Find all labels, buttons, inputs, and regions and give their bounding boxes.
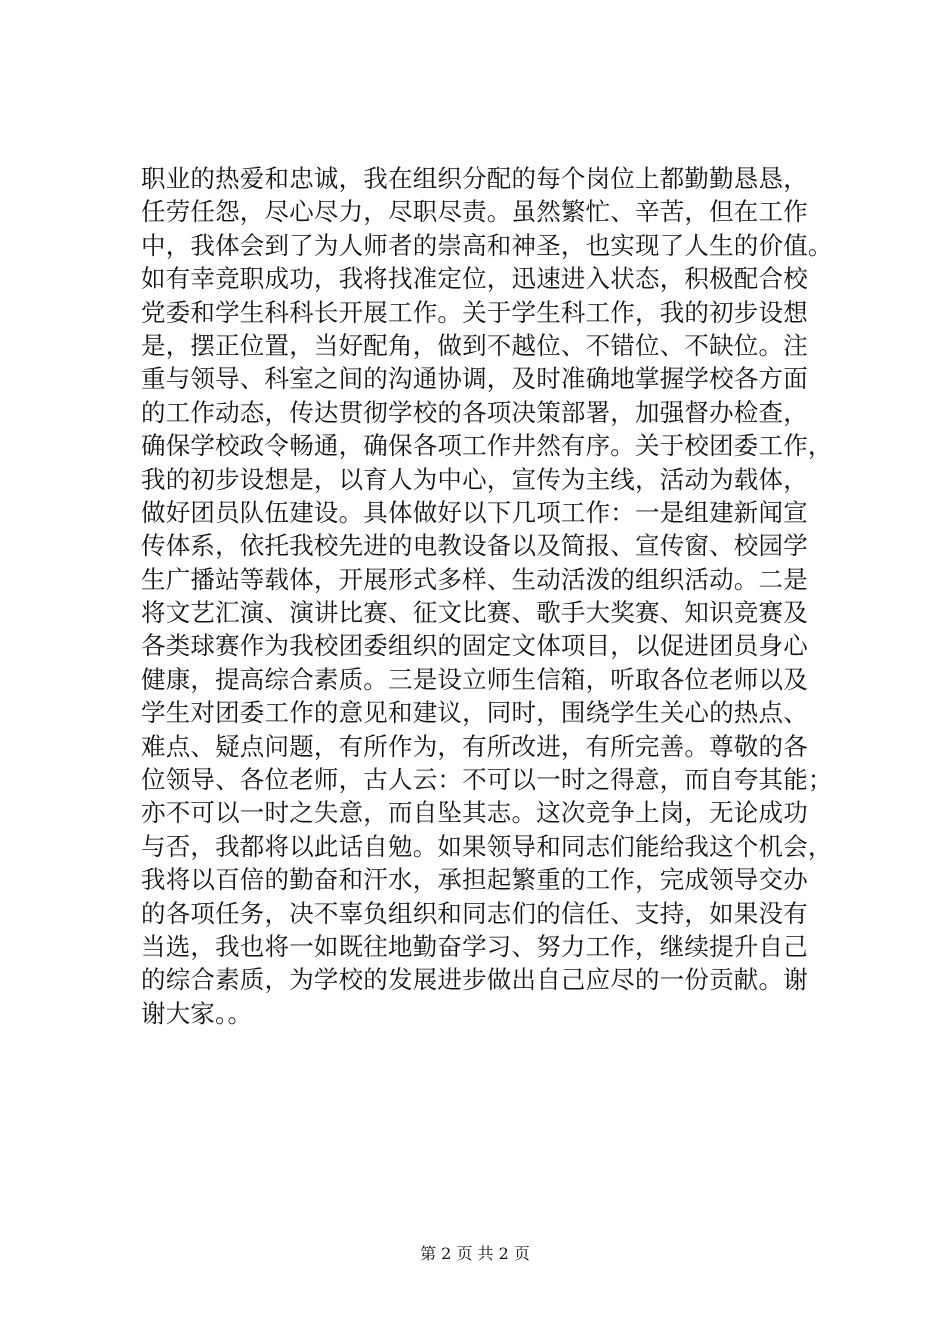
text-line: 是，摆正位置，当好配角，做到不越位、不错位、不缺位。注: [141, 330, 808, 360]
text-line: 党委和学生科科长开展工作。关于学生科工作，我的初步设想: [141, 297, 808, 327]
text-line: 传体系，依托我校先进的电教设备以及简报、宣传窗、校园学: [141, 531, 808, 561]
text-line: 重与领导、科室之间的沟通协调，及时准确地掌握学校各方面: [141, 364, 808, 394]
text-line: 的各项任务，决不辜负组织和同志们的信任、支持，如果没有: [141, 898, 808, 928]
text-line: 如有幸竞职成功，我将找准定位，迅速进入状态，积极配合校: [141, 264, 808, 294]
text-line: 任劳任怨，尽心尽力，尽职尽责。虽然繁忙、辛苦，但在工作: [141, 197, 808, 227]
text-line: 位领导、各位老师，古人云：不可以一时之得意，而自夸其能；: [141, 765, 833, 795]
text-line: 中，我体会到了为人师者的崇高和神圣，也实现了人生的价值。: [141, 230, 833, 260]
text-line: 职业的热爱和忠诚，我在组织分配的每个岗位上都勤勤恳恳，: [141, 164, 808, 193]
text-line: 亦不可以一时之失意，而自坠其志。这次竞争上岗，无论成功: [141, 798, 808, 828]
text-line: 学生对团委工作的意见和建议，同时，围绕学生关心的热点、: [141, 698, 808, 728]
text-line: 做好团员队伍建设。具体做好以下几项工作：一是组建新闻宣: [141, 497, 808, 527]
text-line: 难点、疑点问题，有所作为，有所改进，有所完善。尊敬的各: [141, 731, 808, 761]
text-line: 与否，我都将以此话自勉。如果领导和同志们能给我这个机会，: [141, 831, 833, 861]
text-line: 谢大家。。: [141, 998, 253, 1028]
text-line: 的综合素质，为学校的发展进步做出自己应尽的一份贡献。谢: [141, 965, 808, 995]
text-line: 的工作动态，传达贯彻学校的各项决策部署，加强督办检查，: [141, 397, 808, 427]
text-line: 各类球赛作为我校团委组织的固定文体项目，以促进团员身心: [141, 631, 808, 661]
text-line: 健康，提高综合素质。三是设立师生信箱，听取各位老师以及: [141, 664, 808, 694]
text-line: 我的初步设想是，以育人为中心，宣传为主线，活动为载体，: [141, 464, 808, 494]
text-line: 将文艺汇演、演讲比赛、征文比赛、歌手大奖赛、知识竞赛及: [141, 598, 808, 628]
text-line: 当选，我也将一如既往地勤奋学习、努力工作，继续提升自己: [141, 931, 808, 961]
body-text: [141, 162, 841, 1030]
text-line: 确保学校政令畅通，确保各项工作井然有序。关于校团委工作，: [141, 431, 833, 461]
text-line: 我将以百倍的勤奋和汗水，承担起繁重的工作，完成领导交办: [141, 865, 808, 895]
page-number-footer: 第 2 页 共 2 页: [420, 1244, 530, 1263]
text-line: 生广播站等载体，开展形式多样、生动活泼的组织活动。二是: [141, 564, 808, 594]
